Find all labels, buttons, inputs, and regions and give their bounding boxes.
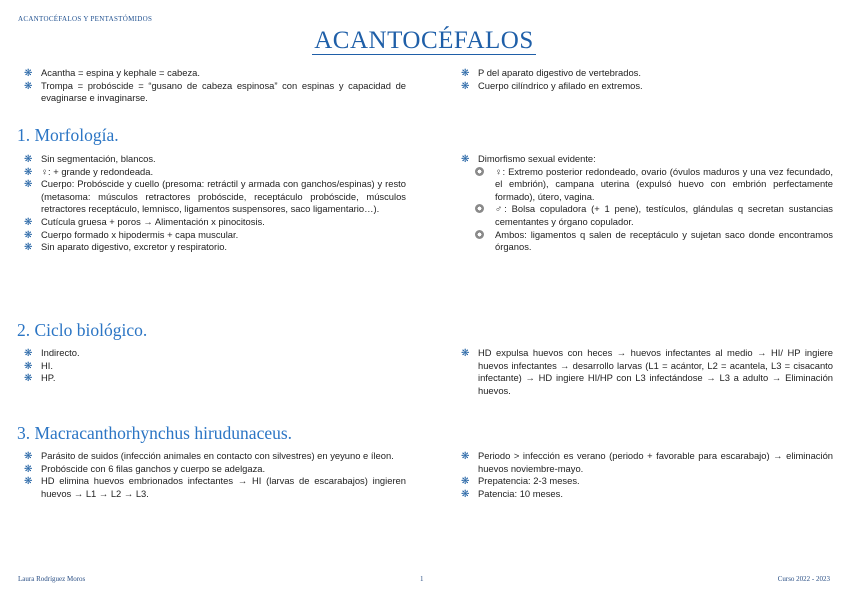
list-item: ❋ HI.	[24, 359, 53, 372]
intro-right-column	[455, 67, 833, 92]
flower-bullet-icon: ❋	[24, 80, 33, 92]
ciclo-left-column	[18, 347, 406, 385]
list-item: ❋ Acantha = espina y kephale = cabeza.	[24, 67, 200, 79]
list-item: ❋ Patencia: 10 meses.	[461, 487, 563, 500]
flower-bullet-icon: ❋	[24, 216, 33, 228]
gray-circle-bullet-icon	[475, 204, 484, 213]
list-item: ❋ Cuerpo formado x hipodermis + capa muscular.	[24, 228, 239, 241]
gray-circle-bullet-icon	[475, 167, 484, 176]
flower-bullet-icon: ❋	[461, 451, 470, 462]
footer-course: Curso 2022 - 2023	[777, 575, 830, 583]
list-item: ❋ Probóscide con 6 filas ganchos y cuerpo se adelgaza.	[24, 462, 266, 475]
page-title: ACANTOCÉFALOS	[314, 27, 534, 54]
flower-bullet-icon: ❋	[24, 68, 33, 79]
list-item: ❋ Parásito de suidos (infección animales en contacto con silvestres) en yeyuno e íleon.	[24, 450, 394, 462]
flower-bullet-icon: ❋	[461, 348, 470, 359]
macracanthorhynchus-right-column	[455, 450, 833, 500]
flower-bullet-icon: ❋	[24, 166, 33, 178]
flower-bullet-icon: ❋	[24, 229, 33, 241]
list-item: ❋ P del aparato digestivo de vertebrados.	[461, 67, 641, 79]
flower-bullet-icon: ❋	[24, 348, 33, 359]
list-item: ❋ Dimorfismo sexual evidente:	[461, 153, 596, 165]
flower-bullet-icon: ❋	[24, 179, 33, 191]
flower-bullet-icon: ❋	[24, 242, 33, 254]
flower-bullet-icon: ❋	[24, 360, 33, 372]
gray-circle-bullet-icon	[475, 230, 484, 239]
list-item: ❋ Cuerpo: Probóscide y cuello (presoma: retráctil y armada con ganchos/espinas) y resto (metasoma: músculos retractores probóscide, receptáculo probóscide, músculos retractores receptáculo, lemnisco, ligamentos suspensores, saco ligamentario…).	[24, 178, 406, 215]
list-item: ❋ HD expulsa huevos con heces → huevos infectantes al medio → HI/ HP ingiere huevos infectantes → desarrollo larvas (L1 = acántor, L2 = acantela, L3 = cisacanto infectante) → HD ingiere HI/HP con L3 infectándose → L3 a adulto → Eliminación huevos.	[461, 347, 833, 396]
flower-bullet-icon: ❋	[461, 488, 470, 500]
flower-bullet-icon: ❋	[24, 476, 33, 488]
morfologia-left-column	[18, 153, 406, 254]
list-item: ❋ Prepatencia: 2-3 meses.	[461, 475, 580, 488]
flower-bullet-icon: ❋	[24, 451, 33, 462]
list-item: ❋ Sin segmentación, blancos.	[24, 153, 156, 165]
footer-page-number: 1	[420, 575, 424, 583]
section-heading-morfologia: 1. Morfología.	[17, 125, 119, 145]
section-heading-macracanthorhynchus: 3. Macracanthorhynchus hirudunaceus.	[17, 423, 293, 443]
intro-left-column	[18, 67, 406, 105]
flower-bullet-icon: ❋	[24, 154, 33, 165]
flower-bullet-icon: ❋	[461, 80, 470, 92]
ciclo-right-column	[455, 347, 833, 397]
sub-list-item: ♀: Extremo posterior redondeado, ovario (óvulos maduros y una vez fecundado, el embrión), campana uterina (expulsó huevo con embrión perfectamente formado), útero, vagina.	[469, 166, 833, 204]
running-header: ACANTOCÉFALOS Y PENTASTÓMIDOS	[18, 15, 153, 23]
sub-list-item: ♂: Bolsa copuladora (+ 1 pene), testículos, glándulas q secretan sustancias cementantes y órgano copulador.	[469, 203, 833, 228]
flower-bullet-icon: ❋	[24, 463, 33, 475]
list-item: ❋ Cuerpo cilíndrico y afilado en extremos.	[461, 79, 643, 92]
list-item: ❋ ♀: + grande y redondeada.	[24, 165, 154, 178]
flower-bullet-icon: ❋	[24, 373, 33, 385]
list-item: ❋ HP.	[24, 372, 56, 385]
list-item: ❋ Cutícula gruesa + poros → Alimentación x pinocitosis.	[24, 215, 265, 228]
footer-author: Laura Rodríguez Moros	[18, 575, 86, 583]
list-item: ❋ Sin aparato digestivo, excretor y respiratorio.	[24, 241, 228, 254]
macracanthorhynchus-left-column	[18, 450, 406, 500]
flower-bullet-icon: ❋	[461, 68, 470, 79]
section-heading-ciclo-biologico: 2. Ciclo biológico.	[17, 320, 148, 340]
flower-bullet-icon: ❋	[461, 154, 470, 165]
list-item: ❋ Indirecto.	[24, 347, 80, 359]
sub-list-item: Ambos: ligamentos q salen de receptáculo y sujetan saco donde encontramos órganos.	[469, 229, 833, 254]
list-item: ❋ Trompa = probóscide = “gusano de cabeza espinosa” con espinas y capacidad de evaginarse e invaginarse.	[24, 79, 406, 104]
flower-bullet-icon: ❋	[461, 476, 470, 488]
list-item: ❋ HD elimina huevos embrionados infectantes → HI (larvas de escarabajos) ingieren huevos → L1 → L2 → L3.	[24, 475, 406, 499]
list-item: ❋ Periodo > infección es verano (periodo + favorable para escarabajo) → eliminación huevos noviembre-mayo.	[461, 450, 833, 474]
morfologia-right-column	[455, 153, 833, 254]
